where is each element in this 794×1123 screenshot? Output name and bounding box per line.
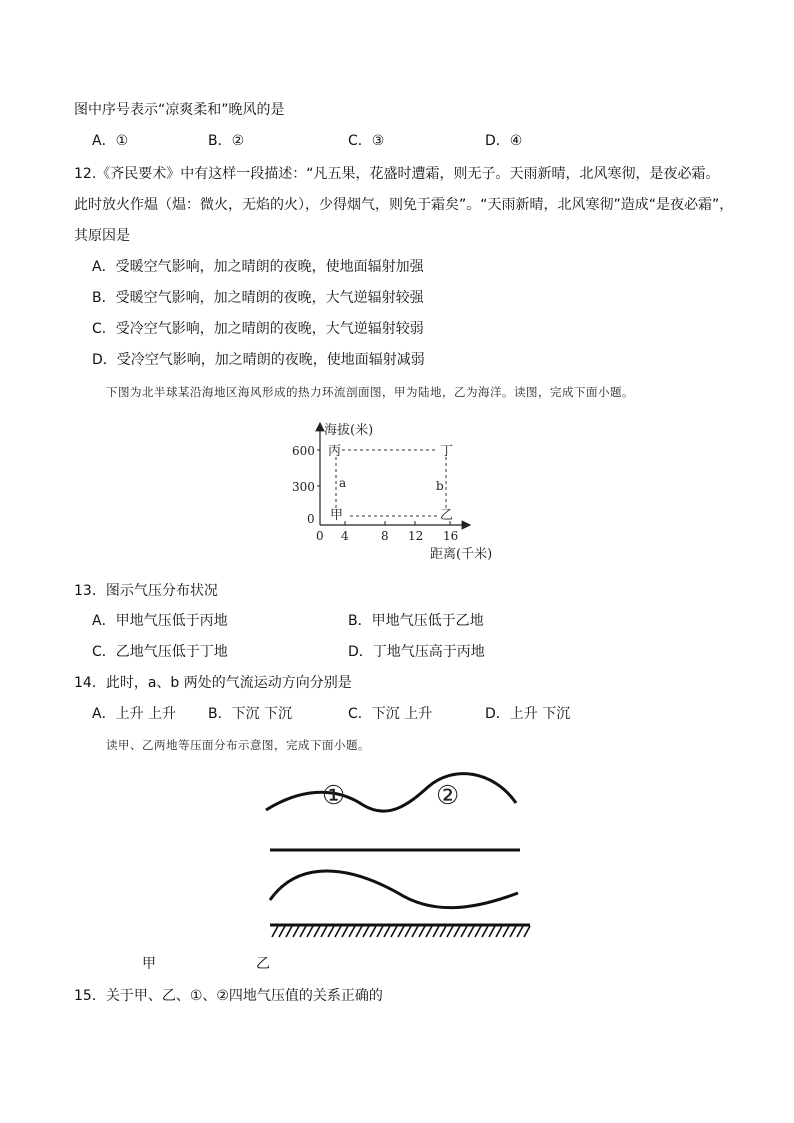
x-tick-8: 8: [381, 529, 389, 543]
q15-stem: 15．关于甲、乙、①、②四地气压值的关系正确的: [74, 988, 383, 1004]
q13-stem: 13．图示气压分布状况: [74, 583, 218, 599]
q11-option-c: C．③: [348, 133, 385, 149]
q14-option-c: C．下沉 上升: [348, 706, 433, 722]
point-yi: 乙: [440, 508, 454, 523]
label-jia: 甲: [142, 956, 156, 972]
point-circle-2: ②: [436, 781, 460, 811]
q11-option-d: D．④: [485, 133, 523, 149]
q12-option-c: C．受冷空气影响，加之晴朗的夜晚，大气逆辐射较弱: [92, 321, 424, 337]
q11-stem: 图中序号表示“凉爽柔和”晚风的是: [74, 102, 285, 118]
q12-option-a: A．受暖空气影响，加之晴朗的夜晚，使地面辐射加强: [92, 259, 424, 275]
intro-figure-1: 下图为北半球某沿海地区海风形成的热力环流剖面图，甲为陆地，乙为海洋。读图，完成下面小题。: [106, 385, 634, 399]
upper-isobar: [266, 774, 516, 812]
y-tick-0: 0: [307, 512, 315, 526]
thermal-circulation-diagram: [290, 415, 510, 565]
intro-figure-2: 读甲、乙两地等压面分布示意图，完成下面小题。: [106, 738, 370, 752]
y-tick-300: 300: [292, 480, 315, 494]
q14-option-d: D．上升 下沉: [485, 706, 571, 722]
x-tick-16: 16: [443, 529, 459, 543]
point-jia: 甲: [330, 508, 344, 523]
q12-option-d: D．受冷空气影响，加之晴朗的夜晚，使地面辐射减弱: [92, 352, 425, 368]
q12-option-b: B．受暖空气影响，加之晴朗的夜晚，大气逆辐射较强: [92, 290, 424, 306]
q11-option-b: B．②: [208, 133, 245, 149]
q13-option-a: A．甲地气压低于丙地: [92, 613, 228, 629]
isobaric-surface-diagram: [258, 765, 538, 945]
label-yi: 乙: [256, 956, 270, 972]
y-tick-600: 600: [292, 444, 315, 458]
point-circle-1: ①: [322, 781, 346, 811]
y-axis-label: 海拔(米): [324, 423, 374, 438]
q12-line-3: 其原因是: [74, 228, 130, 244]
q11-option-a: A．①: [92, 133, 129, 149]
q14-option-a: A．上升 上升: [92, 706, 177, 722]
x-tick-4: 4: [341, 529, 349, 543]
lower-isobar: [270, 871, 518, 908]
q13-option-b: B．甲地气压低于乙地: [348, 613, 484, 629]
point-bing: 丙: [328, 444, 342, 459]
x-tick-0: 0: [316, 529, 324, 543]
x-axis-label: 距离(千米): [430, 547, 493, 562]
q12-line-2: 此时放火作煴（煴：微火，无焰的火），少得烟气，则免于霜矣”。“天雨新晴，北风寒彻”造成“是夜必霜”，: [74, 197, 734, 213]
x-tick-12: 12: [408, 529, 424, 543]
ground-hatching: [272, 926, 530, 937]
q13-option-d: D．丁地气压高于丙地: [348, 644, 485, 660]
label-a: a: [339, 476, 347, 490]
label-b: b: [436, 479, 444, 493]
q14-stem: 14．此时，a、b 两处的气流运动方向分别是: [74, 675, 352, 691]
point-ding: 丁: [440, 444, 454, 459]
q14-option-b: B．下沉 下沉: [208, 706, 293, 722]
q12-line-1: 12.《齐民要术》中有这样一段描述：“凡五果，花盛时遭霜，则无子。天雨新晴，北风寒彻，是夜必霜。: [74, 166, 720, 182]
q13-option-c: C．乙地气压低于丁地: [92, 644, 228, 660]
